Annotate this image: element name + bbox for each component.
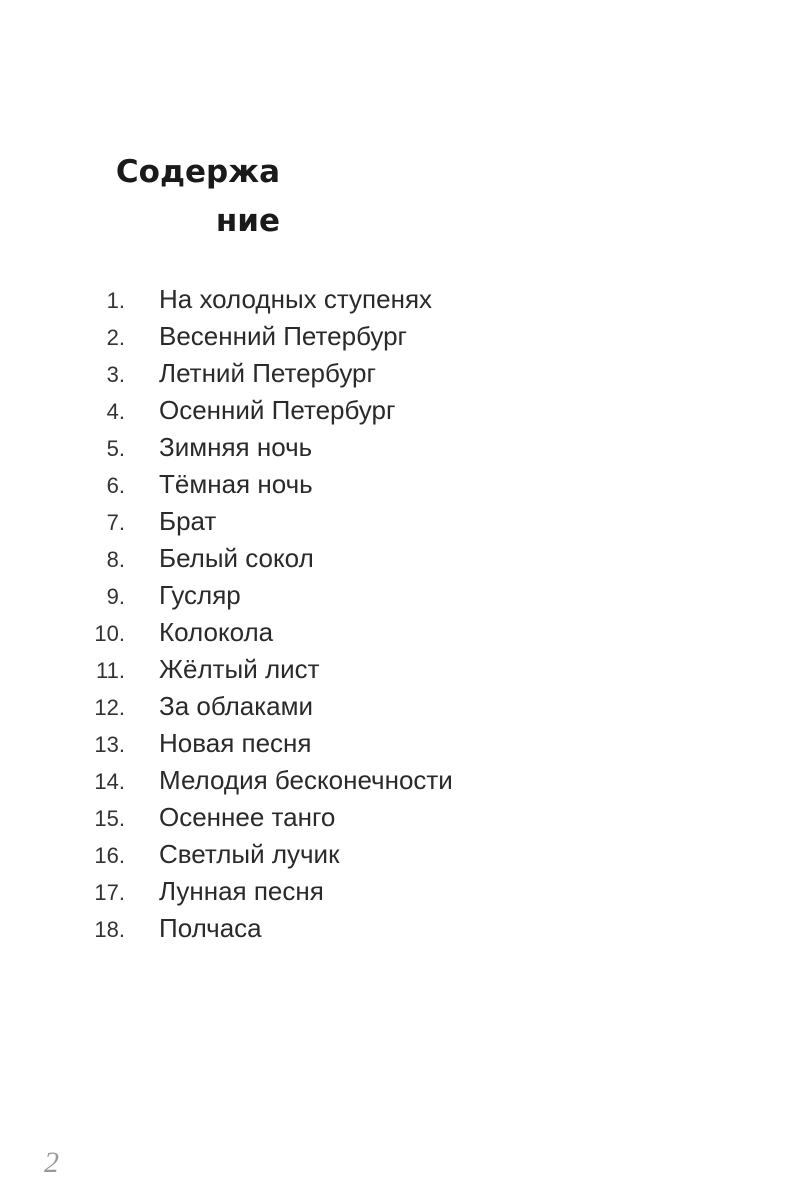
list-item — [60, 355, 680, 392]
list-item — [60, 873, 680, 910]
list-item-title: Жёлтый лист — [159, 654, 320, 684]
list-item — [60, 651, 680, 688]
title-line-1: Содержа — [115, 154, 280, 190]
list-item — [60, 540, 680, 577]
list-item-number: 6. — [106, 473, 125, 498]
list-item — [60, 318, 680, 355]
list-item-number: 10. — [94, 621, 125, 646]
list-item-title: Полчаса — [159, 913, 262, 943]
list-item — [60, 688, 680, 725]
list-item — [60, 503, 680, 540]
list-item-number: 17. — [94, 880, 125, 905]
list-item-number: 8. — [106, 547, 125, 572]
list-item — [60, 281, 680, 318]
list-item-title: Лунная песня — [159, 876, 324, 906]
list-item-title: На холодных ступенях — [159, 284, 433, 314]
list-item-number: 7. — [106, 510, 125, 535]
list-item-title: Осеннее танго — [159, 802, 336, 832]
list-item-title: Мелодия бесконечности — [159, 765, 453, 795]
list-item-title: Брат — [159, 506, 217, 536]
list-item-number: 5. — [106, 436, 125, 461]
list-item-title: Колокола — [159, 617, 274, 647]
list-item-number: 16. — [94, 843, 125, 868]
list-item-number: 11. — [96, 658, 125, 683]
list-item — [60, 836, 680, 873]
title-line-2: ние — [215, 203, 280, 239]
list-item-number: 9. — [106, 584, 125, 609]
list-item — [60, 910, 680, 947]
page-number: 2 — [44, 1146, 59, 1179]
list-item — [60, 725, 680, 762]
list-item — [60, 799, 680, 836]
list-item-title: Светлый лучик — [159, 839, 340, 869]
list-item — [60, 762, 680, 799]
list-item — [60, 466, 680, 503]
list-item-number: 12. — [94, 695, 125, 720]
list-item — [60, 577, 680, 614]
table-of-contents — [60, 281, 680, 947]
list-item-title: Гусляр — [159, 580, 241, 610]
list-item-title: Летний Петербург — [159, 358, 376, 388]
page-title — [100, 148, 280, 246]
list-item — [60, 392, 680, 429]
list-item-number: 15. — [94, 806, 125, 831]
list-item-number: 3. — [106, 362, 125, 387]
list-item-title: Осенний Петербург — [159, 395, 396, 425]
list-item-title: Новая песня — [159, 728, 312, 758]
list-item — [60, 429, 680, 466]
list-item-title: Весенний Петербург — [159, 321, 408, 351]
list-item — [60, 614, 680, 651]
list-item-number: 2. — [106, 325, 125, 350]
list-item-title: Зимняя ночь — [159, 432, 313, 462]
list-item-title: Белый сокол — [159, 543, 314, 573]
list-item-title: За облаками — [159, 691, 314, 721]
list-item-number: 18. — [94, 917, 125, 942]
list-item-title: Тёмная ночь — [159, 469, 313, 499]
list-item-number: 1. — [106, 288, 125, 313]
list-item-number: 13. — [94, 732, 125, 757]
list-item-number: 14. — [94, 769, 125, 794]
list-item-number: 4. — [106, 399, 125, 424]
